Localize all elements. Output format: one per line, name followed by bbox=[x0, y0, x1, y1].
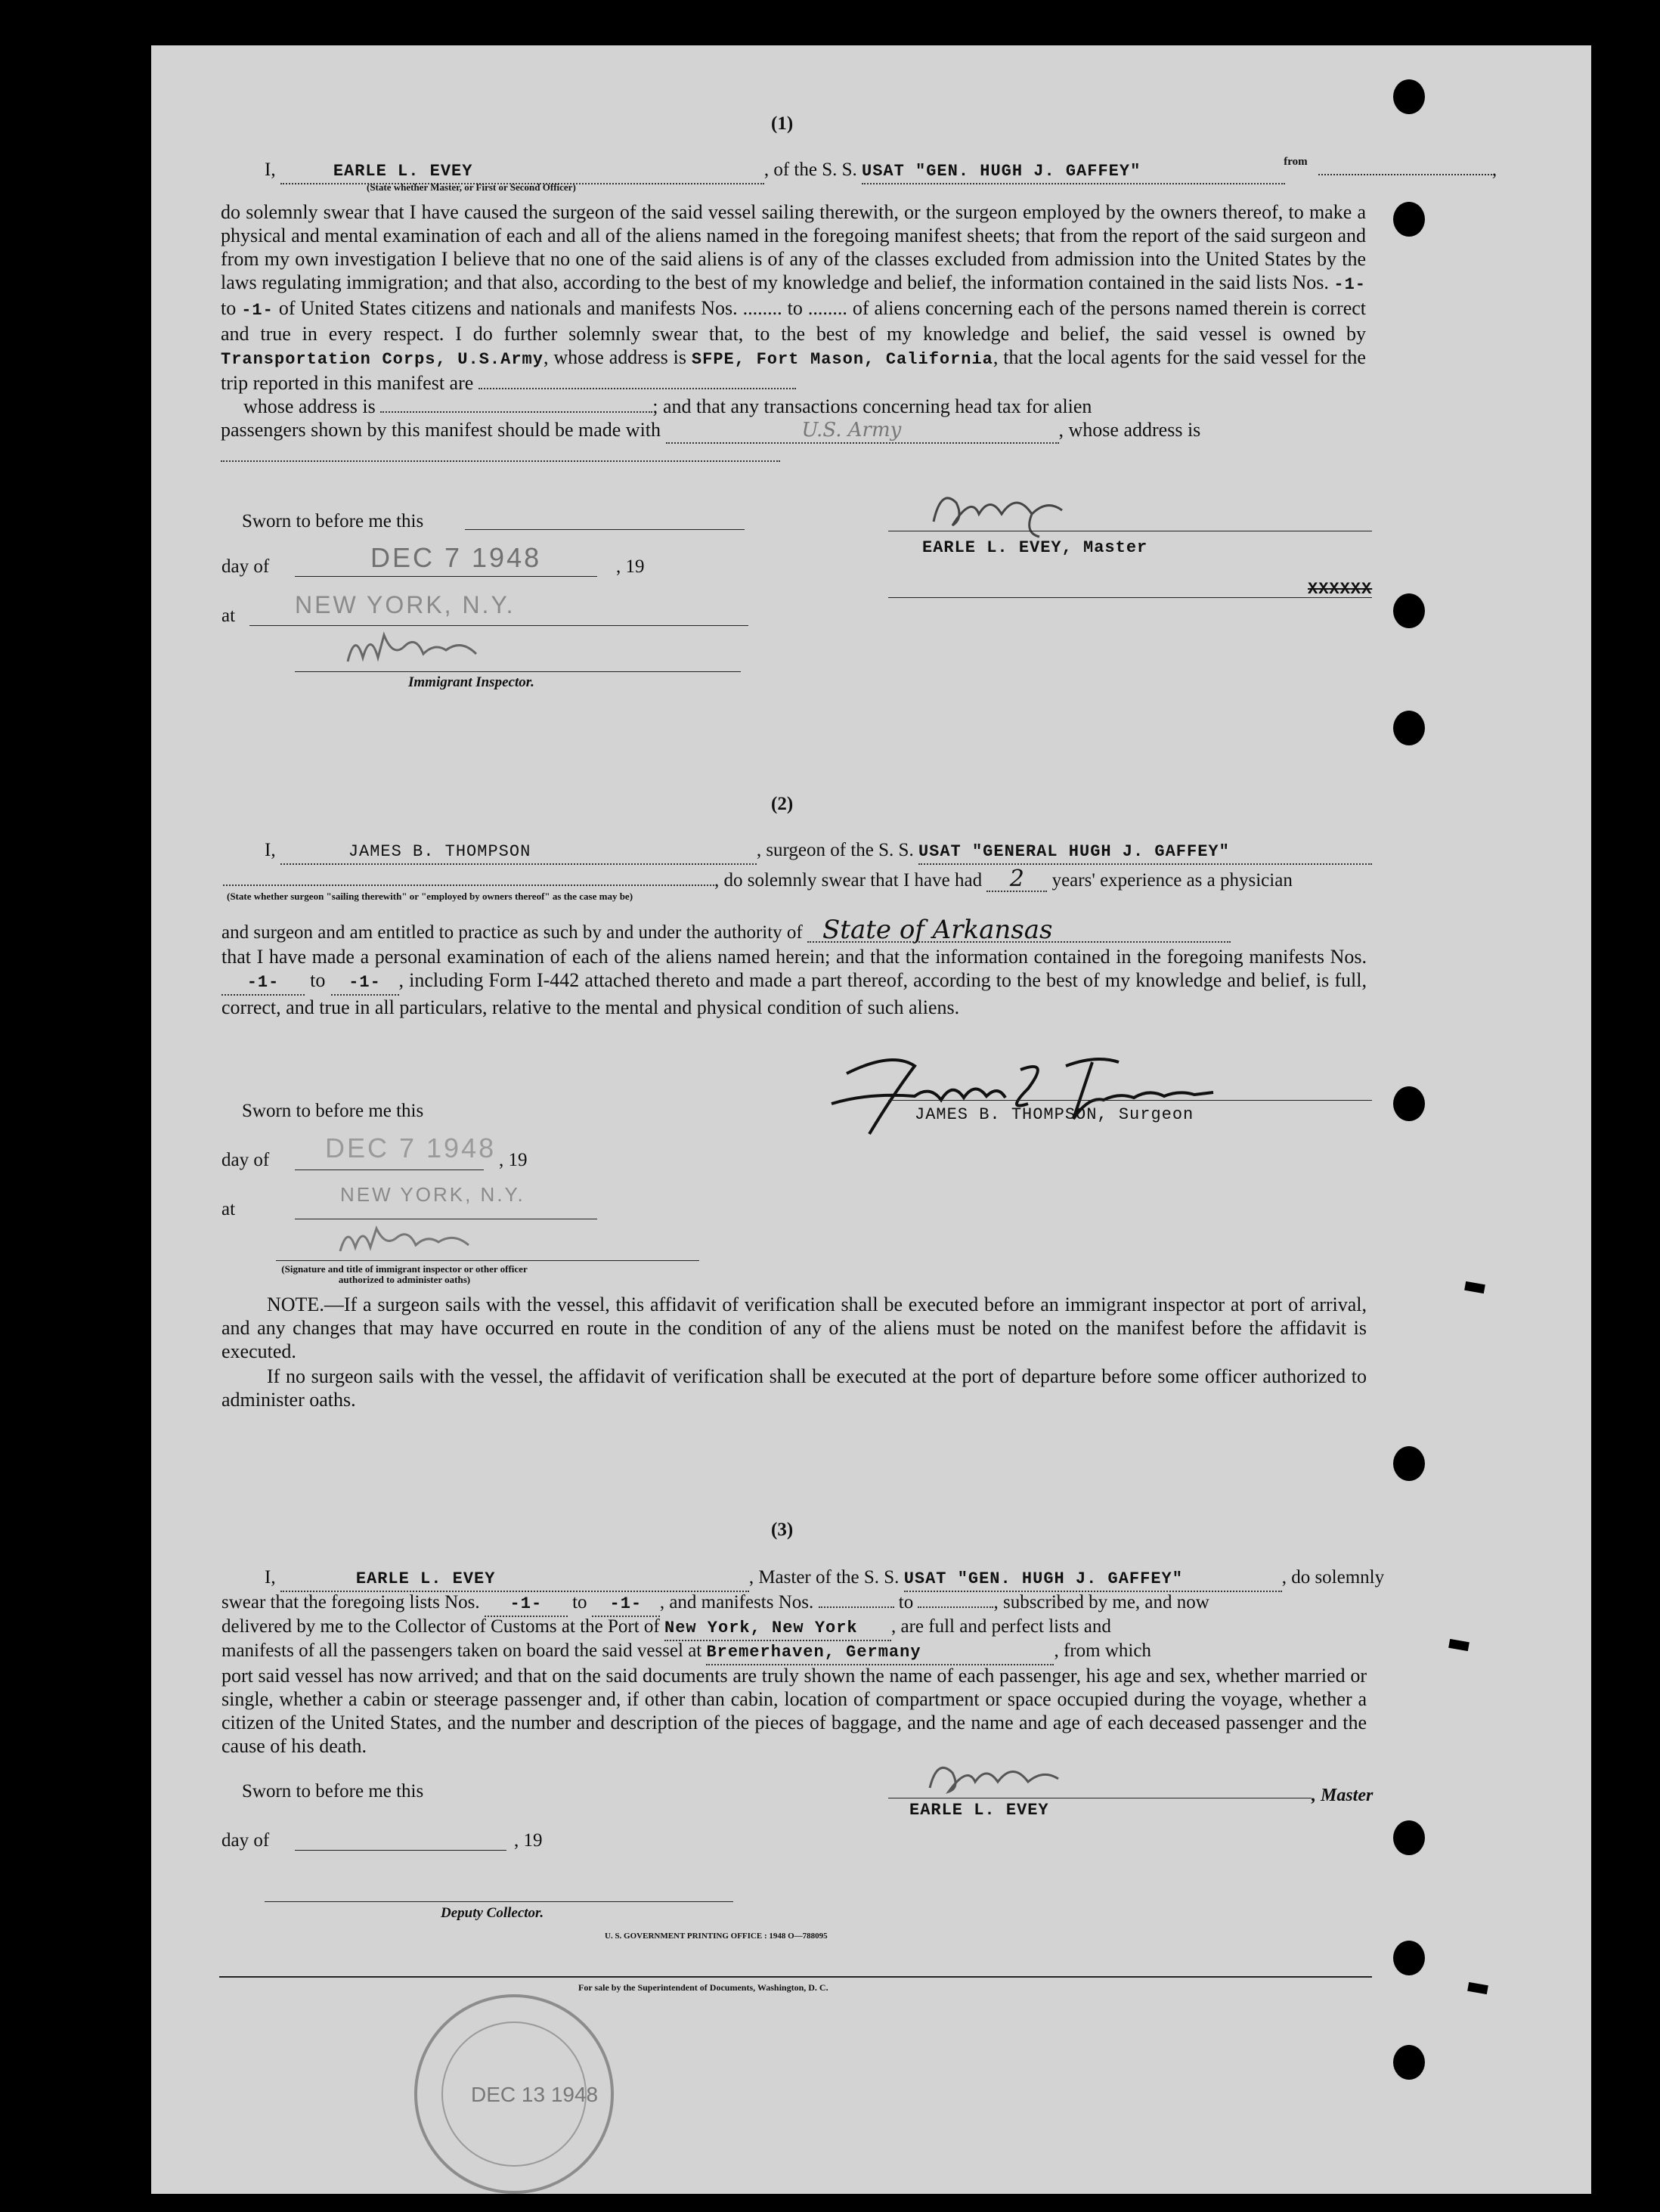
from-field bbox=[1318, 174, 1492, 175]
date-stamp-2: DEC 7 1948 bbox=[325, 1132, 497, 1163]
place-stamp-2: NEW YORK, N.Y. bbox=[340, 1183, 525, 1206]
sworn-2: Sworn to before me this bbox=[242, 1101, 424, 1121]
s2-to: to bbox=[310, 969, 326, 991]
inspector-label-1: Immigrant Inspector. bbox=[408, 674, 534, 690]
i-label-3: I, bbox=[265, 1567, 276, 1588]
whose-address-label: , whose address is bbox=[543, 346, 686, 368]
master-name-field: EARLE L. EVEY bbox=[280, 160, 764, 184]
s2-list-from: -1- bbox=[221, 971, 305, 996]
manifest-page: (1) I, EARLE L. EVEY , of the S. S. USAT "GEN. HUGH J. GAFFEY" $^{from}$ , (State whether Master, or First or Second Officer) do solemnly swear that I have caused the surgeon of the said vessel sailing therewith, or the surgeon employed by the owners thereof, to make a physical and mental examination of each and all of the aliens named in the foregoing manifest sheets; that from the report of the said surgeon and from my own investigation I believe that no one of the said aliens is of any of the classes excluded from admission into the United States by the laws regulating immigration; and that also, according to the best of my knowledge and belief, the information contained in the said lists Nos. -1- to -1- of United States citizens and nationals and manifests Nos. ........ to ........ of aliens concerning each of the persons named therein is correct and true in every respect. I do further solemnly swear that, to the best of my knowledge and belief, the said vessel is owned by Transportation Corps, U.S.Army, whose address is SFPE, Fort Mason, California, that the local agents for the said vessel for the trip reported in this manifest are whose address is ; and that any transactions concerning head tax for alien passengers shown by this manifest should be made with U.S. Army , whose address is Sworn to before me this day of DEC 7 1948 , 19 at NEW YORK, N.Y. Immigrant Inspector. EARLE L. EVEY, Master XXXXXX (2) I, JAMES B. THOMPSON , surgeon of the S. S. USAT "GENERAL HUGH J. GAFFEY" , do solemnly swear that I have had 2 years' experience as a physician (State whether surgeon "sailing therewith" or "employed by owners thereof" as the case may be) and surgeon and am entitled to practice as such by and under the authority of State of Arkansas that I have made a personal examination of each of the aliens named herein; and that the information contained in the foregoing manifests Nos. -1- to -1- , including Form I-442 attached thereto and made a part thereof, according to the best of my knowledge and belief, is full, correct, and true in all particulars, relative to the mental and physical condition of such aliens. Sworn to before me this day of DEC 7 1948 , 19 at NEW YORK, N.Y. (Signature and title of immigrant inspector or other officer authorized to administer oaths) JAMES B. THOMPSON, Surgeon NOTE.—If a surgeon sails with the vessel, this affidavit of verification shall be executed before an immigrant inspector at port of arrival, and any changes that may have occurred en route in the condition of any of the aliens must be noted on the manifest before the affidavit is executed. If no surgeon sails with the vessel, the affidavit of verification shall be executed at the port of departure before some officer authorized to administer oaths. (3) I, EARLE L. EVEY , Master of the S. S. USAT "GEN. HUGH J. GAFFEY" , do solemnly swear that the foregoing lists Nos. -1- to -1- , and manifests Nos. to , subscribed by me, and now delivered by me to the Collector of Customs at the Port of New York, New York , are full and perfect lists and manifests of all the passengers taken on board the said vessel at Bremerhaven, Germany , from which port said vessel has now arrived; and that on the said documents are truly shown the name of each passenger, his age and sex, whether married or single, whether a cabin or steerage passenger and, if other than cabin, location of compartment or space occupied during the voyage, whether a citizen of the United States, and the number and description of the pieces of baggage, and the name and age of each deceased passenger and the cause of his death. Sworn to before me this day of , 19 Deputy Collector. EARLE L. EVEY , Master U. S. GOVERNMENT PRINTING OFFICE : 1948 O—788095 For sale by the Superintendent of Documents, Washington, D. C. DEC 13 1948 bbox=[151, 45, 1591, 2194]
list-to: -1- bbox=[241, 301, 274, 320]
authority-field: State of Arkansas bbox=[807, 919, 1231, 943]
from-label: from bbox=[1284, 156, 1308, 168]
nineteen-2: , 19 bbox=[499, 1150, 528, 1170]
binder-hole bbox=[1393, 1941, 1425, 1975]
s2-body-d: , including Form I-442 attached thereto and made a part thereof, according to bbox=[398, 969, 1011, 991]
place-stamp-1: NEW YORK, N.Y. bbox=[295, 591, 516, 618]
s3-body-d: , subscribed by me, and now bbox=[993, 1592, 1209, 1613]
s3-to: to bbox=[572, 1592, 587, 1613]
day-of-2: day of bbox=[221, 1150, 270, 1170]
nineteen-1: , 19 bbox=[616, 556, 645, 577]
surgeon-of-label: , surgeon of the S. S. bbox=[756, 840, 914, 860]
master-signature-1 bbox=[918, 480, 1100, 541]
surgeon-hint: (State whether surgeon "sailing therewith" or "employed by owners thereof" as the case may be) bbox=[227, 891, 633, 902]
to-label: to bbox=[221, 297, 237, 319]
binder-hole bbox=[1393, 711, 1425, 745]
years-tail: years' experience as a physician bbox=[1051, 870, 1293, 891]
binder-hole bbox=[1393, 2045, 1425, 2080]
body-d: whose address is bbox=[243, 395, 376, 417]
list-from: -1- bbox=[1333, 275, 1366, 294]
gpo-imprint: U. S. GOVERNMENT PRINTING OFFICE : 1948 O—788095 bbox=[605, 1932, 828, 1941]
s3-master-of: , Master of the S. S. bbox=[748, 1567, 900, 1588]
master-signature-3 bbox=[915, 1750, 1096, 1803]
day-of-1: day of bbox=[221, 556, 270, 577]
s3-signature-printed: EARLE L. EVEY bbox=[909, 1801, 1049, 1820]
date-stamp-1: DEC 7 1948 bbox=[370, 542, 542, 573]
s3-master-name: EARLE L. EVEY bbox=[280, 1568, 749, 1592]
i-label: I, bbox=[265, 160, 276, 180]
section-2-body bbox=[221, 945, 1367, 1019]
s3-body-h: , from which bbox=[1054, 1640, 1151, 1661]
deputy-collector-label: Deputy Collector. bbox=[441, 1905, 544, 1921]
note-paragraph-1: NOTE.—If a surgeon sails with the vessel, this affidavit of verification shall be executed before an immigrant inspector at port of arrival, and any changes that may have occurred en route in the condition of any of the aliens must be noted on the manifest before the affidavit is executed. bbox=[221, 1293, 1367, 1362]
s3-list-to: -1- bbox=[592, 1593, 660, 1617]
section-3-number: (3) bbox=[771, 1520, 794, 1540]
s2-body-c: foregoing manifests Nos. bbox=[1166, 946, 1367, 968]
body-g: , whose address is bbox=[1058, 419, 1201, 441]
at-1: at bbox=[221, 606, 236, 626]
s3-vessel: USAT "GEN. HUGH J. GAFFEY" bbox=[904, 1568, 1282, 1592]
officer-hint: (State whether Master, or First or Second Officer) bbox=[367, 181, 576, 193]
body-b: of United States citizens and nationals and manifests Nos. ........ to ........ of aliens concerning each of the persons named therein is correct and true in every respect. I do further solemnly swear that, to the best of my knowledge and belief, the said vessel is owned by bbox=[221, 297, 1367, 345]
received-stamp-date: DEC 13 1948 bbox=[471, 2083, 599, 2106]
binder-hole bbox=[1393, 1086, 1425, 1121]
at-2: at bbox=[221, 1199, 236, 1219]
note-paragraph-2: If no surgeon sails with the vessel, the affidavit of verification shall be executed at the port of departure before some officer authorized to administer oaths. bbox=[221, 1365, 1367, 1411]
section-3-body: port said vessel has now arrived; and that on the said documents are truly shown the name of each passenger, his age and sex, whether married or single, whether a cabin or steerage passenger and, if other than cabin, location of compartment or space occupied during the voyage, whether a citizen of the United States, and the number and description of the pieces of baggage, and the name and age of each deceased passenger and the cause of his death. bbox=[221, 1665, 1367, 1757]
body-c: that the local agents for the said vessel for the trip reported in this manifest are bbox=[221, 346, 1366, 394]
body-e: ; and that any transactions concerning head tax for alien bbox=[652, 395, 1092, 417]
binder-hole bbox=[1393, 1446, 1425, 1481]
surgeon-signature-printed: JAMES B. THOMPSON, Surgeon bbox=[915, 1105, 1194, 1124]
of-ss-label: , of the S. S. bbox=[763, 160, 857, 180]
body-a: do solemnly swear that I have caused the surgeon of the said vessel sailing therewith, or the surgeon employed by the owners thereof, to make a physical and mental examination of each and all of the aliens named in the foregoing manifest sheets; that from the report of the said surgeon and from my own investigation I believe that no one of the said aliens is of any of the classes excluded from admission into the United States by the laws regulating immigration; and that also, according to the best of my knowledge and belief, the information contained in the said lists Nos. bbox=[221, 201, 1366, 293]
s3-body-g: manifests of all the passengers taken on board the said vessel at bbox=[221, 1640, 702, 1661]
swear-had: , do solemnly swear that I have had bbox=[714, 870, 983, 891]
inspector-signature-1 bbox=[340, 627, 491, 673]
s3-swear-tail: , do solemnly bbox=[1281, 1567, 1385, 1588]
sale-imprint: For sale by the Superintendent of Documents, Washington, D. C. bbox=[578, 1982, 828, 1993]
binder-hole bbox=[1393, 202, 1425, 237]
s3-body-a: swear that the foregoing lists Nos. bbox=[221, 1592, 480, 1613]
s3-body-c: to bbox=[898, 1592, 914, 1613]
s3-departure: Bremerhaven, Germany bbox=[706, 1641, 1054, 1665]
s2-body-b: that I have made a personal examination of each of the aliens named herein; and that the information contained in the bbox=[221, 946, 1161, 968]
surgeon-name-field: JAMES B. THOMPSON bbox=[280, 841, 757, 865]
s3-list-from: -1- bbox=[485, 1593, 568, 1617]
section-1-number: (1) bbox=[771, 113, 794, 134]
head-tax-handwritten: U.S. Army bbox=[666, 419, 1059, 444]
s2-body-e: the best of my knowledge and belief, is full, correct, and true in all particulars, relative to the mental and physical condition of such aliens. bbox=[221, 969, 1367, 1018]
received-stamp bbox=[393, 1981, 635, 2200]
binder-hole bbox=[1393, 593, 1425, 628]
years-field: 2 bbox=[986, 868, 1047, 892]
owner-field: Transportation Corps, U.S.Army bbox=[221, 350, 544, 369]
section-2-number: (2) bbox=[771, 794, 794, 814]
binder-hole bbox=[1393, 79, 1425, 114]
i-label-2: I, bbox=[265, 840, 276, 860]
owner-address-field: SFPE, Fort Mason, California bbox=[691, 350, 993, 369]
officer-hint-2: (Signature and title of immigrant inspector or other officer authorized to administer oaths) bbox=[281, 1263, 528, 1285]
master-signature-printed-1: EARLE L. EVEY, Master bbox=[922, 538, 1148, 557]
struck-title: XXXXXX bbox=[1308, 580, 1373, 599]
s3-body-e: delivered by me to the Collector of Customs at the Port of bbox=[221, 1616, 660, 1637]
body-f: passengers shown by this manifest should be made with bbox=[221, 419, 661, 441]
s3-port: New York, New York bbox=[664, 1617, 891, 1641]
sworn-3: Sworn to before me this bbox=[242, 1781, 424, 1802]
s2-body-a: and surgeon and am entitled to practice as such by and under the authority of bbox=[221, 922, 803, 943]
s2-list-to: -1- bbox=[331, 971, 399, 996]
s3-master-label: , Master bbox=[1312, 1786, 1374, 1805]
inspector-signature-2 bbox=[333, 1221, 484, 1262]
surgeon-vessel-field: USAT "GENERAL HUGH J. GAFFEY" bbox=[918, 841, 1372, 865]
s3-body-b: , and manifests Nos. bbox=[659, 1592, 814, 1613]
binder-hole bbox=[1393, 1820, 1425, 1855]
nineteen-3: , 19 bbox=[514, 1830, 543, 1851]
section-1-body: do solemnly swear that I have caused the surgeon of the said vessel sailing therewith, or the surgeon employed by the owners thereof, to make a physical and mental examination of each and all of the aliens named in the foregoing manifest sheets; that from the report of the said surgeon and from my own investigation I believe that no one of the said aliens is of any of the classes excluded from admission into the United States by the laws regulating immigration; and that also, according to the best of my knowledge and belief, the information contained in the said lists Nos. -1- to -1- of United States citizens and nationals and manifests Nos. ........ to ........ of aliens concerning each of the persons named therein is correct and true in every respect. I do further solemnly swear that, to the best of my knowledge and belief, the said vessel is owned by Transportation Corps, U.S.Army, whose address is SFPE, Fort Mason, California, that the local agents for the said vessel for the trip reported in this manifest are whose address is ; and that any transactions concerning head tax for alien passengers shown by this manifest should be made with U.S. Army , whose address is bbox=[221, 200, 1366, 467]
day-of-3: day of bbox=[221, 1830, 270, 1851]
vessel-field: USAT "GEN. HUGH J. GAFFEY" bbox=[862, 160, 1285, 184]
sworn-1: Sworn to before me this bbox=[242, 511, 424, 531]
s3-body-f: , are full and perfect lists and bbox=[891, 1616, 1111, 1637]
